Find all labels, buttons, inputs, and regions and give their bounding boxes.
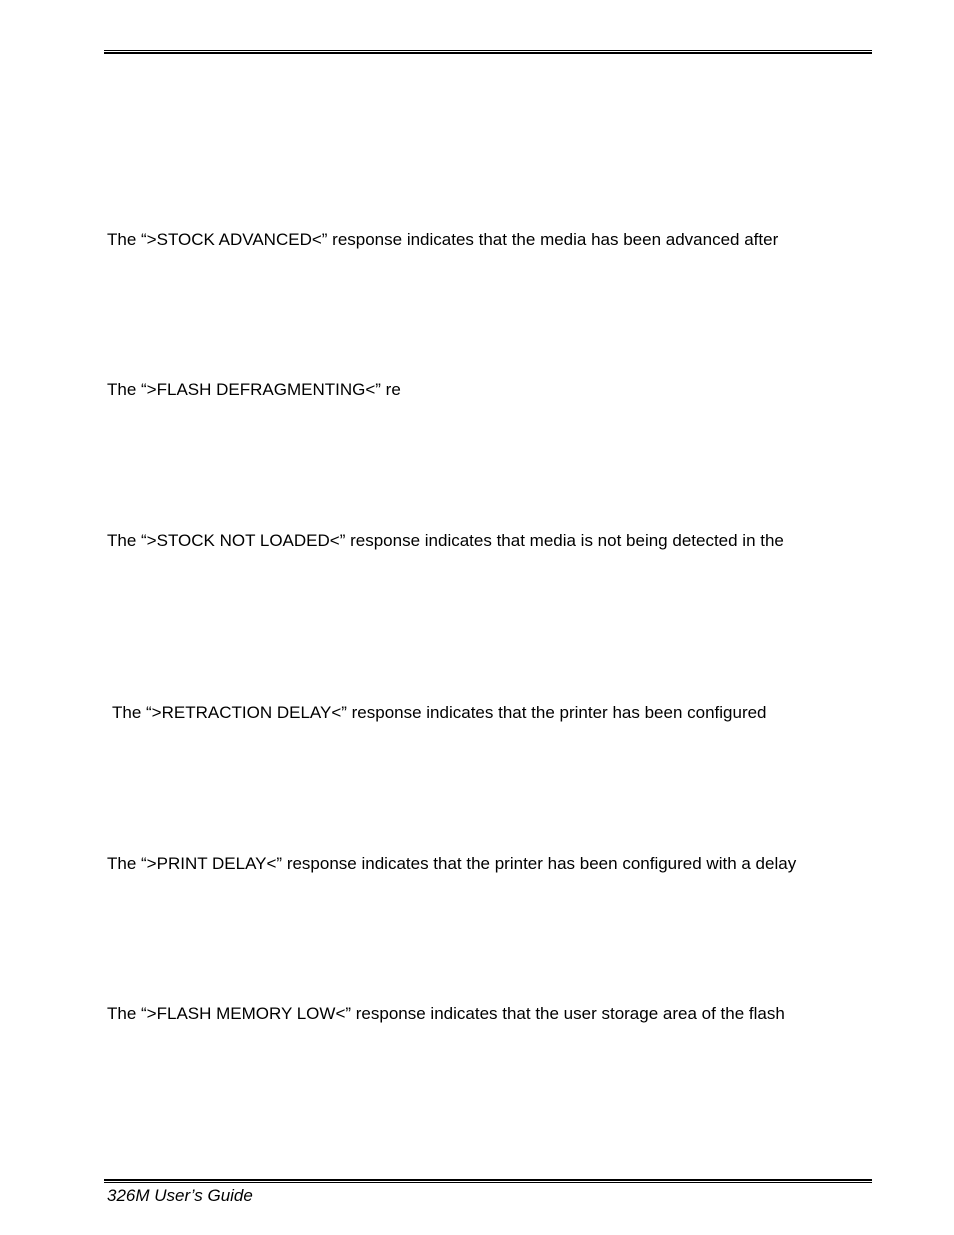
paragraph-retraction-delay: The “>RETRACTION DELAY<” response indicates that the printer has been configured — [112, 703, 767, 722]
paragraph-print-delay: The “>PRINT DELAY<” response indicates that the printer has been configured with a delay — [107, 854, 797, 873]
footer-guide-title: 326M User’s Guide — [107, 1186, 253, 1205]
paragraph-flash-memory-low: The “>FLASH MEMORY LOW<” response indicates that the user storage area of the flash — [107, 1004, 785, 1023]
paragraph-flash-defragmenting: The “>FLASH DEFRAGMENTING<” re — [107, 380, 401, 399]
paragraph-stock-advanced: The “>STOCK ADVANCED<” response indicates that the media has been advanced after — [107, 230, 779, 249]
paragraph-stock-not-loaded: The “>STOCK NOT LOADED<” response indicates that media is not being detected in the — [107, 531, 784, 550]
footer-rule — [104, 1179, 872, 1183]
header-rule — [104, 50, 872, 54]
